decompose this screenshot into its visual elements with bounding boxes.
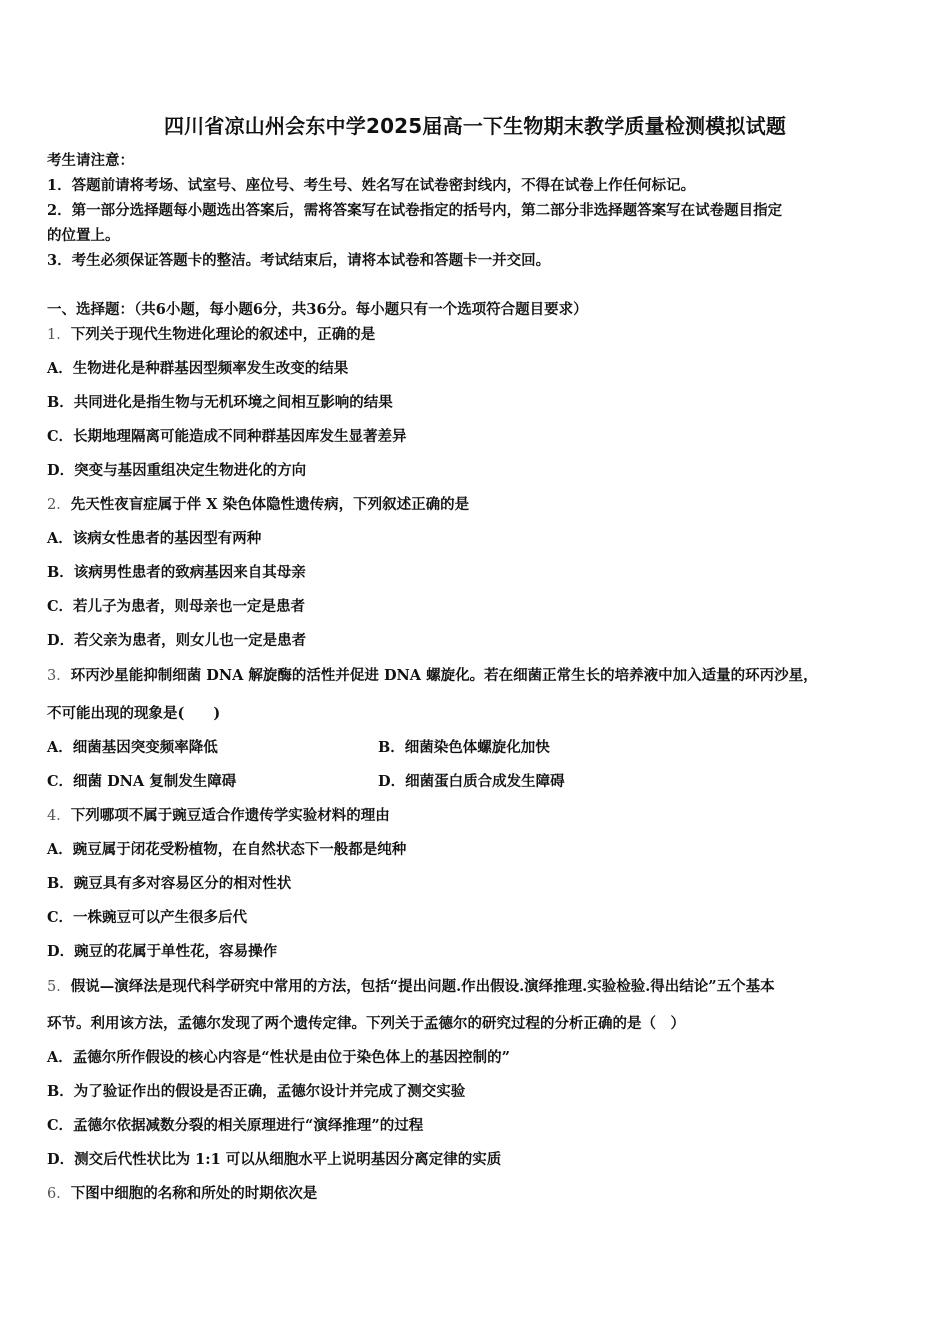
question-5-stem <box>47 977 775 997</box>
notice-item-1: 1．答题前请将考场、试室号、座位号、考生号、姓名写在试卷密封线内，不得在试卷上作任何标记。 <box>47 177 696 194</box>
question-1-stem <box>47 325 375 345</box>
question-text: 环丙沙星能抑制细菌 DNA 解旋酶的活性并促进 DNA 螺旋化。若在细菌正常生长的培养液中加入适量的环丙沙星， <box>70 667 818 684</box>
q3-option-d: D．细菌蛋白质合成发生障碍 <box>378 773 565 790</box>
q1-option-b: B．共同进化是指生物与无机环境之间相互影响的结果 <box>47 394 393 411</box>
question-text: 下图中细胞的名称和所处的时期依次是 <box>70 1185 318 1202</box>
question-number: 1． <box>47 327 71 343</box>
q3-option-b: B．细菌染色体螺旋化加快 <box>378 739 550 756</box>
q1-option-d: D．突变与基因重组决定生物进化的方向 <box>47 462 307 479</box>
question-3-stem-cont: 不可能出现的现象是( ) <box>47 705 221 722</box>
q5-option-d: D．测交后代性状比为 1:1 可以从细胞水平上说明基因分离定律的实质 <box>47 1151 502 1168</box>
question-text: 下列关于现代生物进化理论的叙述中，正确的是 <box>70 326 376 343</box>
q4-option-d: D．豌豆的花属于单性花，容易操作 <box>47 943 278 960</box>
q3-option-c: C．细菌 DNA 复制发生障碍 <box>47 773 237 790</box>
question-number: 4． <box>47 808 71 824</box>
q4-option-c: C．一株豌豆可以产生很多后代 <box>47 909 248 926</box>
question-2-stem <box>47 495 469 515</box>
q1-option-c: C．长期地理隔离可能造成不同种群基因库发生显著差异 <box>47 428 407 445</box>
question-4-stem <box>47 806 390 826</box>
q5-option-b: B．为了验证作出的假设是否正确，孟德尔设计并完成了测交实验 <box>47 1083 466 1100</box>
question-5-stem-cont: 环节。利用该方法，孟德尔发现了两个遗传定律。下列关于孟德尔的研究过程的分析正确的是（ ） <box>47 1015 685 1032</box>
page-title: 四川省凉山州会东中学2025届高一下生物期末教学质量检测模拟试题 <box>163 114 787 138</box>
question-number: 3． <box>47 668 71 684</box>
notice-heading: 考生请注意： <box>47 152 134 169</box>
q5-option-c: C．孟德尔依据减数分裂的相关原理进行“演绎推理”的过程 <box>47 1117 424 1134</box>
question-3-stem <box>47 666 818 686</box>
q2-option-d: D．若父亲为患者，则女儿也一定是患者 <box>47 632 307 649</box>
q4-option-b: B．豌豆具有多对容易区分的相对性状 <box>47 875 292 892</box>
question-number: 2． <box>47 497 71 513</box>
q3-option-a: A．细菌基因突变频率降低 <box>47 739 218 756</box>
notice-item-2-cont: 的位置上。 <box>47 227 120 244</box>
q2-option-c: C．若儿子为患者，则母亲也一定是患者 <box>47 598 306 615</box>
notice-item-2: 2．第一部分选择题每小题选出答案后，需将答案写在试卷指定的括号内，第二部分非选择题答案写在试卷题目指定 <box>47 202 783 219</box>
question-text: 先天性夜盲症属于伴 X 染色体隐性遗传病，下列叙述正确的是 <box>70 496 470 513</box>
question-text: 假说—演绎法是现代科学研究中常用的方法，包括“提出问题.作出假设.演绎推理.实验检验.得出结论”五个基本 <box>70 978 775 995</box>
q2-option-b: B．该病男性患者的致病基因来自其母亲 <box>47 564 306 581</box>
q2-option-a: A．该病女性患者的基因型有两种 <box>47 530 262 547</box>
section-heading: 一、选择题：（共6小题，每小题6分，共36分。每小题只有一个选项符合题目要求） <box>47 301 588 318</box>
question-number: 5． <box>47 979 71 995</box>
notice-item-3: 3．考生必须保证答题卡的整洁。考试结束后，请将本试卷和答题卡一并交回。 <box>47 252 551 269</box>
question-number: 6． <box>47 1186 71 1202</box>
question-text: 下列哪项不属于豌豆适合作遗传学实验材料的理由 <box>70 807 390 824</box>
question-6-stem <box>47 1184 317 1204</box>
q4-option-a: A．豌豆属于闭花受粉植物，在自然状态下一般都是纯种 <box>47 841 407 858</box>
q5-option-a: A．孟德尔所作假设的核心内容是“性状是由位于染色体上的基因控制的” <box>47 1049 510 1066</box>
q1-option-a: A．生物进化是种群基因型频率发生改变的结果 <box>47 360 349 377</box>
